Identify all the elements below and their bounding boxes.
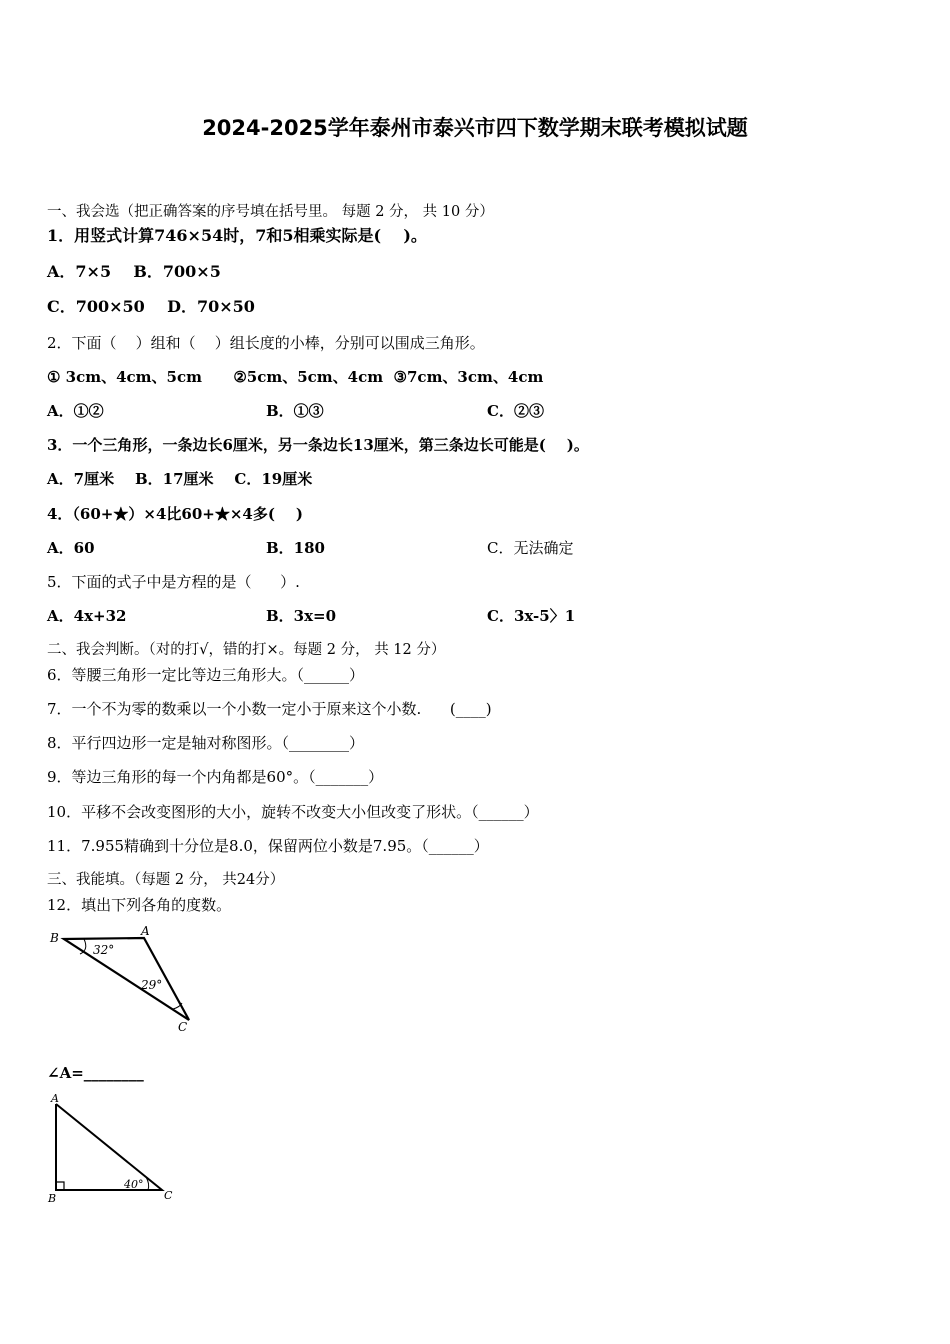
- question-4-option-c: C．无法确定: [487, 539, 574, 557]
- question-3-stem: 3．一个三角形，一条边长6厘米，另一条边长13厘米，第三条边长可能是( )。: [47, 436, 589, 454]
- question-2-option-a: A．①②: [47, 402, 104, 420]
- vertex-label-a-2: A: [51, 1092, 59, 1105]
- question-4-option-b: B．180: [266, 539, 325, 557]
- section-2-heading: 二、我会判断。（对的打√，错的打×。每题 2 分， 共 12 分）: [47, 642, 446, 658]
- vertex-label-b-2: B: [48, 1192, 57, 1205]
- question-1-stem: 1．用竖式计算746×54时，7和5相乘实际是( )。: [47, 226, 427, 245]
- question-1-options-row1: A．7×5 B．700×5: [47, 262, 221, 281]
- triangle-figure-1: [44, 925, 204, 1037]
- angle-b-value: 32°: [93, 943, 115, 957]
- question-9: 9．等边三角形的每一个内角都是60°。（_______）: [47, 768, 384, 786]
- question-5-option-b: B．3x=0: [266, 607, 337, 625]
- question-4-stem: 4．（60+★）×4比60+★×4多( ): [47, 505, 303, 523]
- question-5-option-a: A．4x+32: [47, 607, 127, 625]
- question-3-options: A．7厘米 B．17厘米 C．19厘米: [47, 470, 313, 488]
- vertex-label-c: C: [178, 1020, 188, 1034]
- question-10: 10．平移不会改变图形的大小，旋转不改变大小但改变了形状。（______）: [47, 803, 539, 821]
- page-title: 2024-2025学年泰州市泰兴市四下数学期末联考模拟试题: [202, 116, 748, 140]
- vertex-label-c-2: C: [164, 1189, 173, 1202]
- section-3-heading: 三、我能填。（每题 2 分， 共24分）: [47, 872, 285, 888]
- question-4-option-a: A．60: [47, 539, 95, 557]
- question-12-stem: 12．填出下列各角的度数。: [47, 896, 232, 914]
- question-6: 6．等腰三角形一定比等边三角形大。（______）: [47, 666, 365, 684]
- vertex-label-b: B: [50, 931, 59, 945]
- question-11: 11．7.955精确到十分位是8.0，保留两位小数是7.95。（______）: [47, 837, 489, 855]
- question-5-stem: 5．下面的式子中是方程的是（ ）.: [47, 573, 300, 591]
- triangle-figure-2: [44, 1092, 184, 1207]
- question-8: 8．平行四边形一定是轴对称图形。（________）: [47, 734, 365, 752]
- question-5-option-c: C．3x-5〉1: [487, 607, 576, 625]
- question-2-option-b: B．①③: [266, 402, 324, 420]
- right-angle-mark: [56, 1182, 64, 1190]
- section-1-heading: 一、我会选（把正确答案的序号填在括号里。 每题 2 分， 共 10 分）: [47, 204, 494, 220]
- triangle-1-shape: [64, 938, 189, 1020]
- angle-c-value: 29°: [141, 978, 163, 992]
- vertex-label-a: A: [141, 925, 150, 938]
- question-2-groups: ① 3cm、4cm、5cm ②5cm、5cm、4cm ③7cm、3cm、4cm: [47, 368, 544, 386]
- question-2-option-c: C．②③: [487, 402, 544, 420]
- angle-c-value-2: 40°: [124, 1178, 144, 1191]
- question-2-stem: 2．下面（ ）组和（ ）组长度的小棒，分别可以围成三角形。: [47, 334, 485, 352]
- question-1-options-row2: C．700×50 D．70×50: [47, 297, 255, 316]
- question-7: 7．一个不为零的数乘以一个小数一定小于原来这个小数. (____): [47, 700, 492, 718]
- question-12-answer-a: ∠A=________: [47, 1064, 144, 1082]
